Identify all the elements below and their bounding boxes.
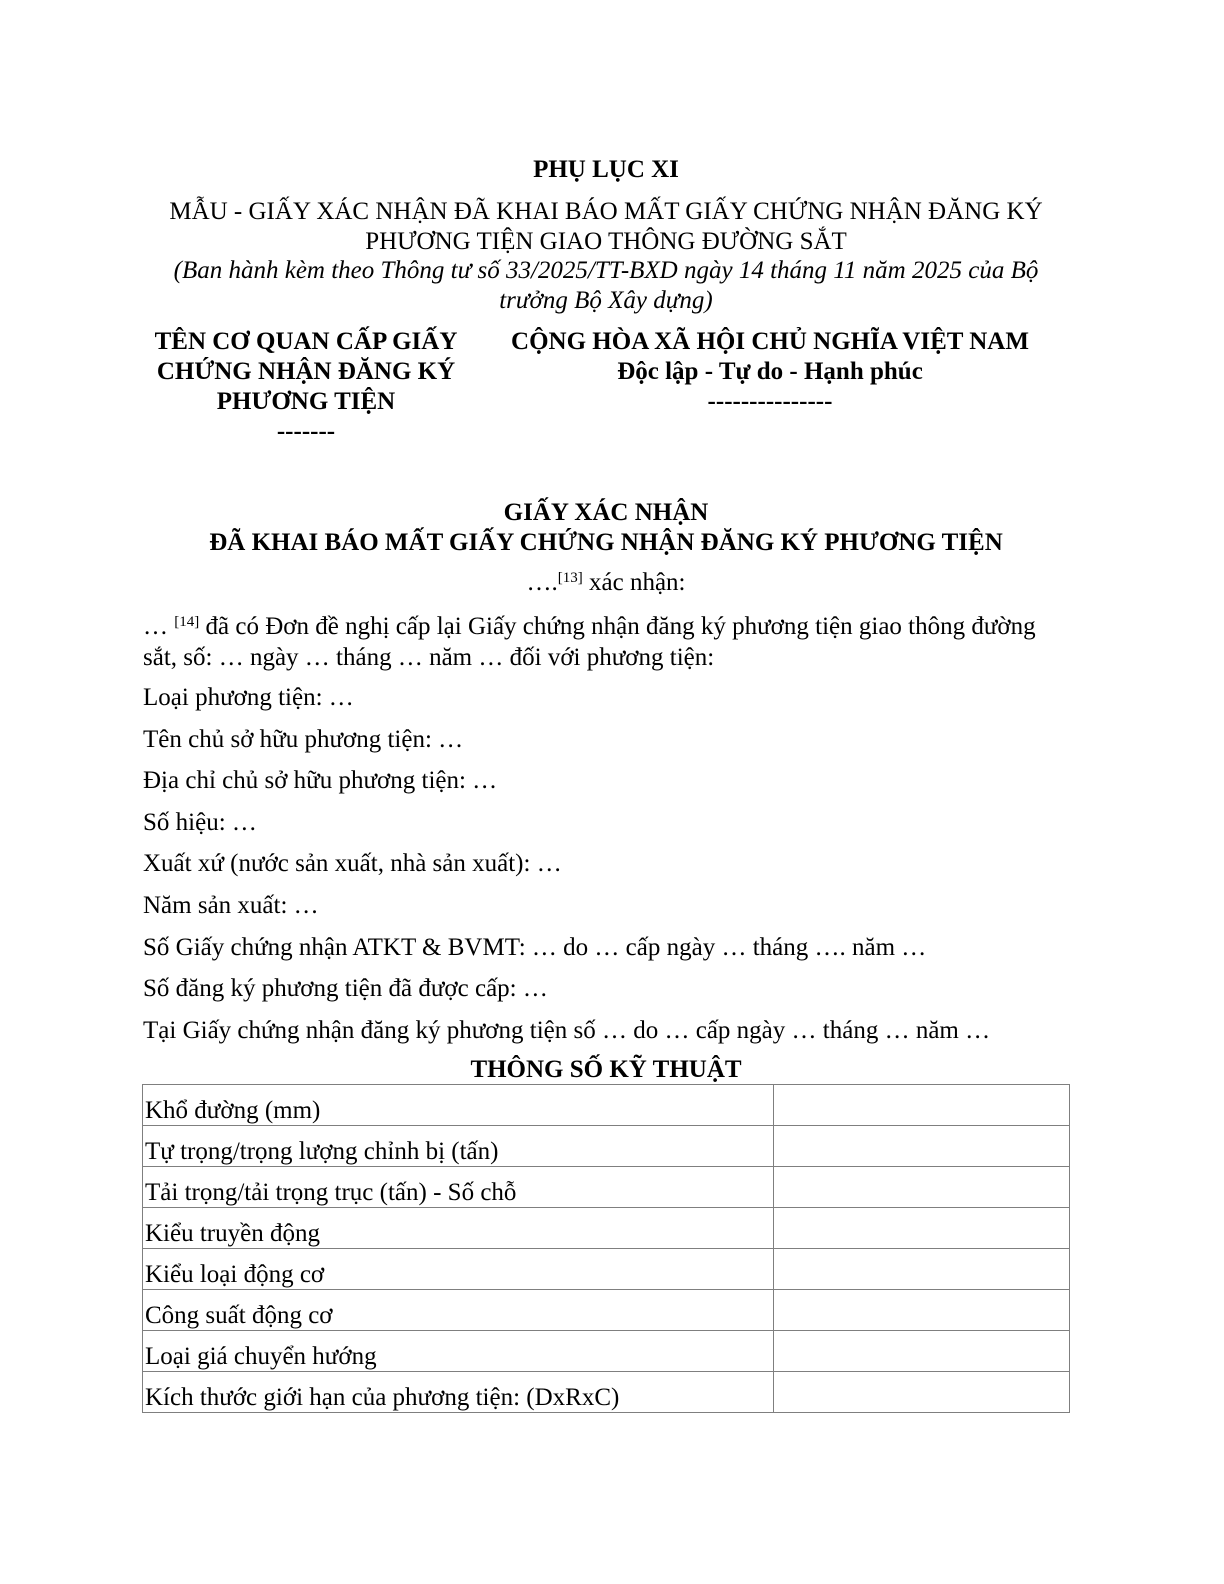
document-title-line2: ĐÃ KHAI BÁO MẤT GIẤY CHỨNG NHẬN ĐĂNG KÝ PHƯƠNG TIỆN	[209, 529, 1003, 556]
spec-value	[774, 1208, 1070, 1249]
national-motto: Độc lập - Tự do - Hạnh phúc	[617, 358, 923, 385]
field-owner-address: Địa chỉ chủ sở hữu phương tiện: …	[143, 767, 498, 795]
spec-label: Tự trọng/trọng lượng chỉnh bị (tấn)	[143, 1126, 774, 1167]
table-row	[143, 1249, 1070, 1290]
spec-value	[774, 1126, 1070, 1167]
confirm-text: xác nhận:	[582, 569, 686, 596]
spec-label: Kiểu truyền động	[143, 1208, 774, 1249]
form-title-line2: PHƯƠNG TIỆN GIAO THÔNG ĐƯỜNG SẮT	[365, 228, 847, 255]
issued-note-line2: trưởng Bộ Xây dựng)	[499, 287, 713, 314]
form-title	[143, 197, 1069, 257]
agency-line2: CHỨNG NHẬN ĐĂNG KÝ	[156, 358, 456, 385]
specs-table	[142, 1084, 1070, 1413]
field-registration-certificate: Tại Giấy chứng nhận đăng ký phương tiện số … do … cấp ngày … tháng … năm …	[143, 1016, 991, 1044]
field-registration-number: Số đăng ký phương tiện đã được cấp: …	[143, 975, 548, 1003]
table-row	[143, 1372, 1070, 1413]
spec-label: Kiểu loại động cơ	[143, 1249, 774, 1290]
spec-label: Công suất động cơ	[143, 1290, 774, 1331]
issuing-agency-block	[143, 327, 469, 447]
issued-note-line1: (Ban hành kèm theo Thông tư số 33/2025/TT-BXD ngày 14 tháng 11 năm 2025 của Bộ	[173, 257, 1039, 284]
intro-line2: sắt, số: … ngày … tháng … năm … đối với phương tiện:	[143, 644, 715, 671]
spec-value	[774, 1372, 1070, 1413]
agency-rule: -------	[276, 418, 336, 445]
agency-line1: TÊN CƠ QUAN CẤP GIẤY	[154, 328, 458, 355]
spec-label: Loại giá chuyển hướng	[143, 1331, 774, 1372]
annex-title	[143, 155, 1069, 185]
table-row	[143, 1208, 1070, 1249]
footnote-ref-13: [13]	[557, 569, 583, 586]
field-vehicle-type: Loại phương tiện: …	[143, 684, 354, 711]
document-title	[143, 498, 1069, 558]
intro-line1	[143, 611, 1073, 642]
republic-name: CỘNG HÒA XÃ HỘI CHỦ NGHĨA VIỆT NAM	[511, 328, 1029, 355]
field-origin: Xuất xứ (nước sản xuất, nhà sản xuất): …	[143, 850, 562, 878]
field-safety-certificate: Số Giấy chứng nhận ATKT & BVMT: … do … cấp ngày … tháng …. năm …	[143, 933, 927, 961]
field-owner-name: Tên chủ sở hữu phương tiện: …	[143, 725, 464, 753]
motto-rule: ---------------	[707, 388, 833, 415]
spec-value	[774, 1249, 1070, 1290]
spec-value	[774, 1167, 1070, 1208]
agency-line3: PHƯƠNG TIỆN	[216, 388, 396, 415]
field-vehicle-number: Số hiệu: …	[143, 808, 257, 836]
annex-title-text: PHỤ LỤC XI	[533, 156, 679, 183]
intro-text-line1: đã có Đơn đề nghị cấp lại Giấy chứng nhận đăng ký phương tiện giao thông đường	[199, 613, 1036, 640]
specs-title-text: THÔNG SỐ KỸ THUẬT	[470, 1056, 742, 1083]
intro-paragraph	[143, 611, 1073, 673]
table-row	[143, 1290, 1070, 1331]
spec-label: Tải trọng/tải trọng trục (tấn) - Số chỗ	[143, 1167, 774, 1208]
field-manufacture-year: Năm sản xuất: …	[143, 891, 319, 919]
document-title-line1: GIẤY XÁC NHẬN	[503, 499, 709, 526]
table-row	[143, 1126, 1070, 1167]
spec-value	[774, 1290, 1070, 1331]
national-header-block	[500, 327, 1040, 417]
confirm-placeholder: ….	[526, 569, 558, 596]
intro-placeholder: …	[143, 613, 175, 640]
specs-title	[143, 1054, 1069, 1085]
spec-value	[774, 1085, 1070, 1126]
confirmation-line	[143, 568, 1069, 598]
form-title-line1: MẪU - GIẤY XÁC NHẬN ĐÃ KHAI BÁO MẤT GIẤY CHỨNG NHẬN ĐĂNG KÝ	[169, 198, 1043, 225]
table-row	[143, 1167, 1070, 1208]
vehicle-fields	[143, 682, 1073, 1056]
footnote-ref-14: [14]	[174, 613, 200, 630]
spec-value	[774, 1331, 1070, 1372]
table-row	[143, 1085, 1070, 1126]
table-row	[143, 1331, 1070, 1372]
spec-label: Khổ đường (mm)	[143, 1085, 774, 1126]
issued-note	[143, 256, 1069, 316]
spec-label: Kích thước giới hạn của phương tiện: (DxRxC)	[143, 1372, 774, 1413]
